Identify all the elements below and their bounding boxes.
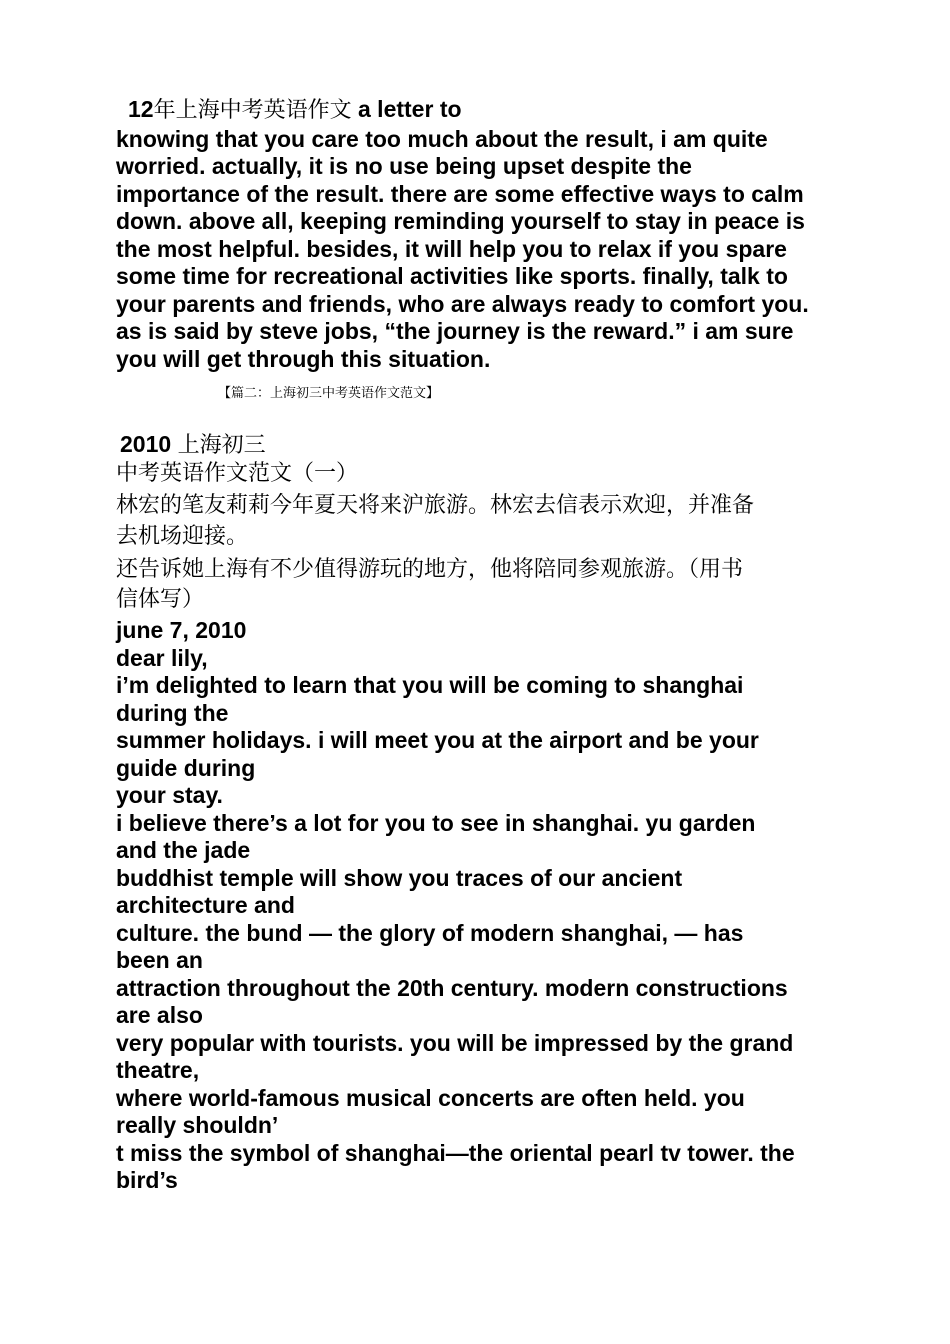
letter-line: june 7, 2010 (116, 617, 247, 643)
letter-line: and the jade (116, 837, 251, 863)
letter-line: architecture and (116, 892, 295, 918)
title-chinese: 年上海中考英语作文 (153, 98, 352, 123)
letter-line: summer holidays. i will meet you at the airport and be your (116, 727, 759, 753)
letter-line: very popular with tourists. you will be impressed by the grand (116, 1030, 794, 1056)
prompt-line: 林宏的笔友莉莉今年夏天将来沪旅游。林宏去信表示欢迎，并准备 (116, 493, 755, 518)
letter-line: bird’s (116, 1167, 178, 1193)
paragraph-line: you will get through this situation. (116, 346, 491, 372)
letter-line: attraction throughout the 20th century. modern constructions (116, 975, 788, 1001)
letter-line: during the (116, 700, 229, 726)
section2-subheading: 中考英语作文范文（一） (116, 461, 359, 486)
section-label: 【篇二：上海初三中考英语作文范文】 (218, 386, 440, 401)
letter-line: buddhist temple will show you traces of our ancient (116, 865, 683, 891)
paragraph-line: worried. actually, it is no use being upset despite the (116, 153, 692, 179)
letter-line: dear lily, (116, 645, 208, 671)
paragraph-line: some time for recreational activities like sports. finally, talk to (116, 263, 788, 289)
heading-chinese: 上海初三 (177, 433, 266, 458)
prompt-line: 信体写） (116, 587, 205, 612)
prompt-line: 去机场迎接。 (116, 524, 249, 549)
letter-line: theatre, (116, 1057, 200, 1083)
prompt-line: 还告诉她上海有不少值得游玩的地方，他将陪同参观旅游。（用书 (116, 557, 744, 582)
letter-line: i believe there’s a lot for you to see in shanghai. yu garden (116, 810, 756, 836)
paragraph-line: as is said by steve jobs, “the journey is the reward.” i am sure (116, 318, 794, 344)
paragraph-line: the most helpful. besides, it will help you to relax if you spare (116, 236, 787, 262)
section2-heading (120, 431, 266, 461)
paragraph-line: knowing that you care too much about the result, i am quite (116, 126, 768, 152)
letter-line: your stay. (116, 782, 223, 808)
section1-title (128, 96, 462, 126)
paragraph-line: importance of the result. there are some effective ways to calm (116, 181, 804, 207)
letter-line: been an (116, 947, 203, 973)
paragraph-line: down. above all, keeping reminding yourself to stay in peace is (116, 208, 805, 234)
letter-line: i’m delighted to learn that you will be coming to shanghai (116, 672, 744, 698)
paragraph-line: your parents and friends, who are always ready to comfort you. (116, 291, 809, 317)
heading-year: 2010 (120, 431, 172, 457)
letter-line: really shouldn’ (116, 1112, 279, 1138)
letter-line: t miss the symbol of shanghai—the oriental pearl tv tower. the (116, 1140, 795, 1166)
letter-line: culture. the bund — the glory of modern shanghai, — has (116, 920, 744, 946)
letter-line: are also (116, 1002, 203, 1028)
title-english: a letter to (358, 96, 462, 122)
title-number: 12 (128, 96, 154, 122)
letter-line: guide during (116, 755, 256, 781)
letter-line: where world-famous musical concerts are often held. you (116, 1085, 745, 1111)
